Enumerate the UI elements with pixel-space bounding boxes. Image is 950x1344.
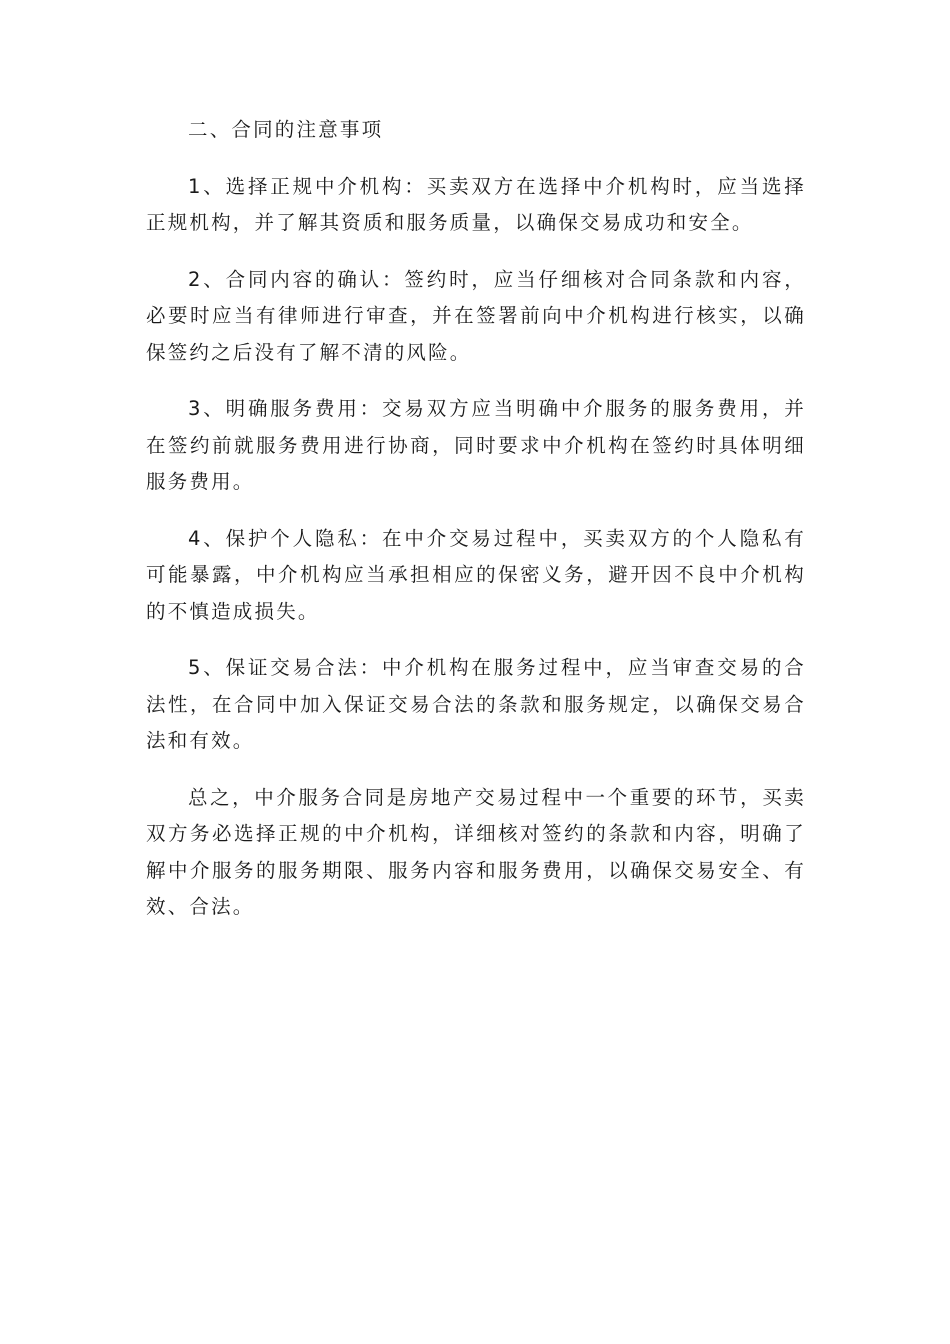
paragraph-1: 1、选择正规中介机构：买卖双方在选择中介机构时，应当选择正规机构，并了解其资质和服务质量，以确保交易成功和安全。 (146, 174, 806, 234)
paragraph-3: 3、明确服务费用：交易双方应当明确中介服务的服务费用，并在签约前就服务费用进行协商，同时要求中介机构在签约时具体明细服务费用。 (146, 397, 806, 493)
section-heading: 二、合同的注意事项 (188, 118, 384, 141)
paragraph-5: 5、保证交易合法：中介机构在服务过程中，应当审查交易的合法性，在合同中加入保证交易合法的条款和服务规定，以确保交易合法和有效。 (146, 656, 806, 752)
document-body (146, 112, 806, 946)
paragraph-2: 2、合同内容的确认：签约时，应当仔细核对合同条款和内容，必要时应当有律师进行审查，并在签署前向中介机构进行核实，以确保签约之后没有了解不清的风险。 (146, 267, 806, 364)
paragraph-4: 4、保护个人隐私：在中介交易过程中，买卖双方的个人隐私有可能暴露，中介机构应当承担相应的保密义务，避开因不良中介机构的不慎造成损失。 (146, 526, 806, 623)
paragraph-conclusion: 总之，中介服务合同是房地产交易过程中一个重要的环节，买卖双方务必选择正规的中介机构，详细核对签约的条款和内容，明确了解中介服务的服务期限、服务内容和服务费用，以确保交易安全、有效、合法。 (146, 785, 806, 918)
